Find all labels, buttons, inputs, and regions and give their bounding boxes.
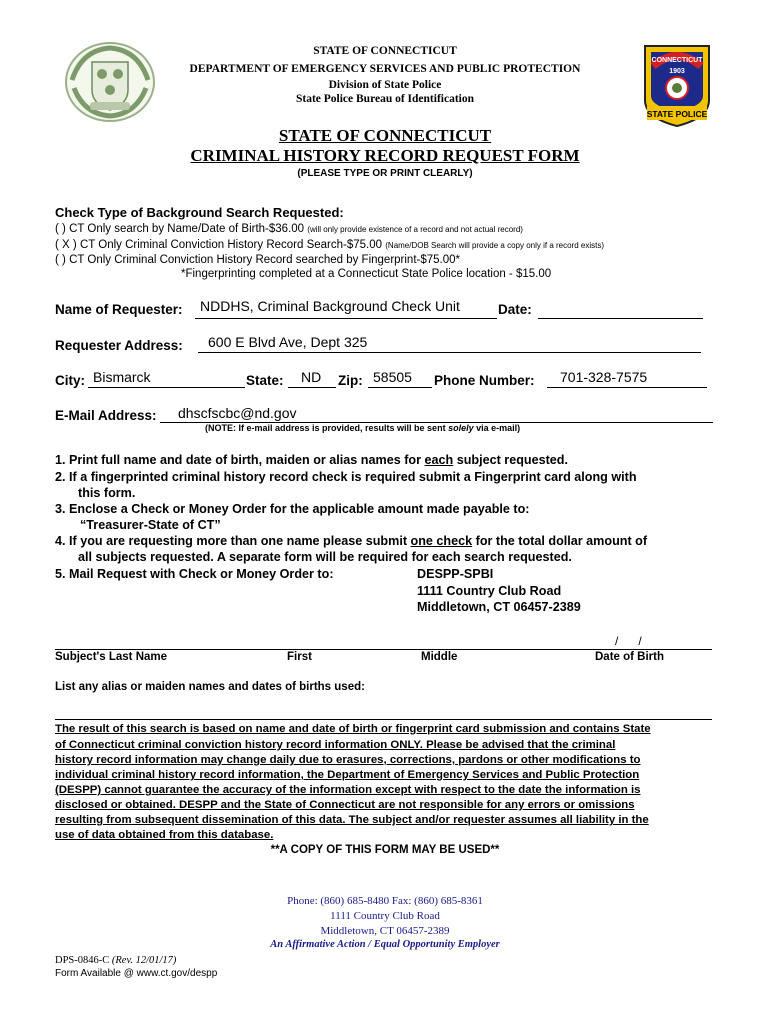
disclaimer-line: resulting from subsequent dissemination of this data. The subject and/or requester assumes all liability in the <box>55 814 649 826</box>
option-label: CT Only search by Name/Date of Birth-$36.00 <box>69 223 305 235</box>
subject-first-label: First <box>287 651 312 663</box>
city-field[interactable]: Bismarck <box>93 369 151 385</box>
zip-label: Zip: <box>338 373 363 388</box>
mail-address-line1: DESPP-SPBI <box>417 567 494 581</box>
requester-address-underline <box>198 352 701 353</box>
svg-text:1903: 1903 <box>669 68 685 75</box>
footer-address-line2: Middletown, CT 06457-2389 <box>320 925 450 937</box>
zip-underline <box>368 387 432 388</box>
footer-eeo: An Affirmative Action / Equal Opportunity Employer <box>270 939 500 950</box>
search-type-heading: Check Type of Background Search Requested: <box>55 205 344 220</box>
date-underline <box>538 318 703 319</box>
checkbox-mark[interactable]: ( X ) <box>55 239 77 251</box>
disclaimer-line: use of data obtained from this database. <box>55 829 274 841</box>
zip-field[interactable]: 58505 <box>373 369 412 385</box>
copy-note: **A COPY OF THIS FORM MAY BE USED** <box>270 844 500 856</box>
fingerprint-footnote: *Fingerprinting completed at a Connecticut State Police location - $15.00 <box>181 268 552 280</box>
alias-underline[interactable] <box>55 719 712 720</box>
header-department: DEPARTMENT OF EMERGENCY SERVICES AND PUBLIC PROTECTION <box>189 63 581 75</box>
city-underline <box>88 387 245 388</box>
search-option-name-dob[interactable] <box>55 223 523 235</box>
dob-slashes: / / <box>615 634 642 648</box>
disclaimer-line: disclosed or obtained. DESPP and the State of Connecticut are not responsible for any errors or omissions <box>55 799 635 811</box>
email-label: E-Mail Address: <box>55 408 157 423</box>
disclaimer-line: of Connecticut criminal conviction history record information ONLY. Please be advised that the criminal <box>55 739 616 751</box>
email-field[interactable]: dhscfscbc@nd.gov <box>178 405 297 421</box>
footer-phone: Phone: (860) 685-8480 Fax: (860) 685-8361 <box>287 895 483 907</box>
header-division: Division of State Police <box>328 79 442 91</box>
instruction-4: 4. If you are requesting more than one name please submit one check for the total dollar amount of <box>55 534 648 548</box>
instruction-3: 3. Enclose a Check or Money Order for the applicable amount made payable to: <box>55 502 530 516</box>
mail-address-line3: Middletown, CT 06457-2389 <box>417 600 581 614</box>
subject-middle-label: Middle <box>421 651 458 663</box>
phone-field[interactable]: 701-328-7575 <box>560 369 648 385</box>
search-option-fingerprint[interactable] <box>55 254 460 266</box>
city-label: City: <box>55 373 85 388</box>
subject-dob-label: Date of Birth <box>595 651 664 663</box>
search-option-conviction[interactable] <box>55 239 604 251</box>
requester-name-underline <box>195 318 497 319</box>
option-note: (will only provide existence of a record and not actual record) <box>307 225 523 234</box>
disclaimer-line: history record information may change daily due to erasures, corrections, pardons or other modifications to <box>55 754 641 766</box>
instruction-2: 2. If a fingerprinted criminal history record check is required submit a Fingerprint card along with <box>55 470 637 484</box>
requester-name-label: Name of Requester: <box>55 302 183 317</box>
state-label: State: <box>246 373 284 388</box>
footer-address-line1: 1111 Country Club Road <box>330 910 440 922</box>
option-label: CT Only Criminal Conviction History Record searched by Fingerprint-$75.00* <box>69 254 461 266</box>
alias-label: List any alias or maiden names and dates of births used: <box>55 681 365 693</box>
disclaimer-line: individual criminal history record information, the Department of Emergency Services and Public Protection <box>55 769 640 781</box>
subject-underline[interactable] <box>55 649 712 650</box>
form-number: DPS-0846-C (Rev. 12/01/17) <box>55 955 177 966</box>
date-label: Date: <box>498 302 532 317</box>
header-state: STATE OF CONNECTICUT <box>313 45 457 57</box>
phone-underline <box>547 387 707 388</box>
state-field[interactable]: ND <box>301 369 322 385</box>
instruction-3-payee: “Treasurer-State of CT” <box>80 518 221 532</box>
phone-label: Phone Number: <box>434 373 535 388</box>
state-underline <box>288 387 336 388</box>
option-note: (Name/DOB Search will provide a copy only if a record exists) <box>385 241 604 250</box>
mail-address-line2: 1111 Country Club Road <box>417 584 562 598</box>
email-note: (NOTE: If e-mail address is provided, results will be sent solely via e-mail) <box>205 423 521 433</box>
disclaimer-line: The result of this search is based on name and date of birth or fingerprint card submission and contains State <box>55 723 651 735</box>
form-title: CRIMINAL HISTORY RECORD REQUEST FORM <box>190 146 580 165</box>
instruction-1: 1. Print full name and date of birth, maiden or alias names for each subject requested. <box>55 453 568 467</box>
checkbox-mark[interactable]: ( ) <box>55 254 66 266</box>
disclaimer-line: (DESPP) cannot guarantee the accuracy of the information except with respect to the date the information is <box>55 784 641 796</box>
instruction-2-cont: this form. <box>78 486 136 500</box>
instruction-5: 5. Mail Request with Check or Money Order to: <box>55 567 334 581</box>
svg-text:CONNECTICUT: CONNECTICUT <box>651 57 703 64</box>
subject-last-name-label: Subject's Last Name <box>55 651 168 663</box>
requester-name-field[interactable]: NDDHS, Criminal Background Check Unit <box>200 298 460 314</box>
instruction-4-cont: all subjects requested. A separate form will be required for each search requested. <box>78 550 572 564</box>
form-title-note: (PLEASE TYPE OR PRINT CLEARLY) <box>297 168 473 179</box>
form-title-state: STATE OF CONNECTICUT <box>278 126 492 145</box>
checkbox-mark[interactable]: ( ) <box>55 223 66 235</box>
form-available-link[interactable]: Form Available @ www.ct.gov/despp <box>55 968 218 979</box>
svg-text:STATE POLICE: STATE POLICE <box>646 109 708 119</box>
option-label: CT Only Criminal Conviction History Record Search-$75.00 <box>79 239 383 251</box>
header-bureau: State Police Bureau of Identification <box>295 93 475 105</box>
requester-address-field[interactable]: 600 E Blvd Ave, Dept 325 <box>208 334 368 350</box>
requester-address-label: Requester Address: <box>55 338 183 353</box>
